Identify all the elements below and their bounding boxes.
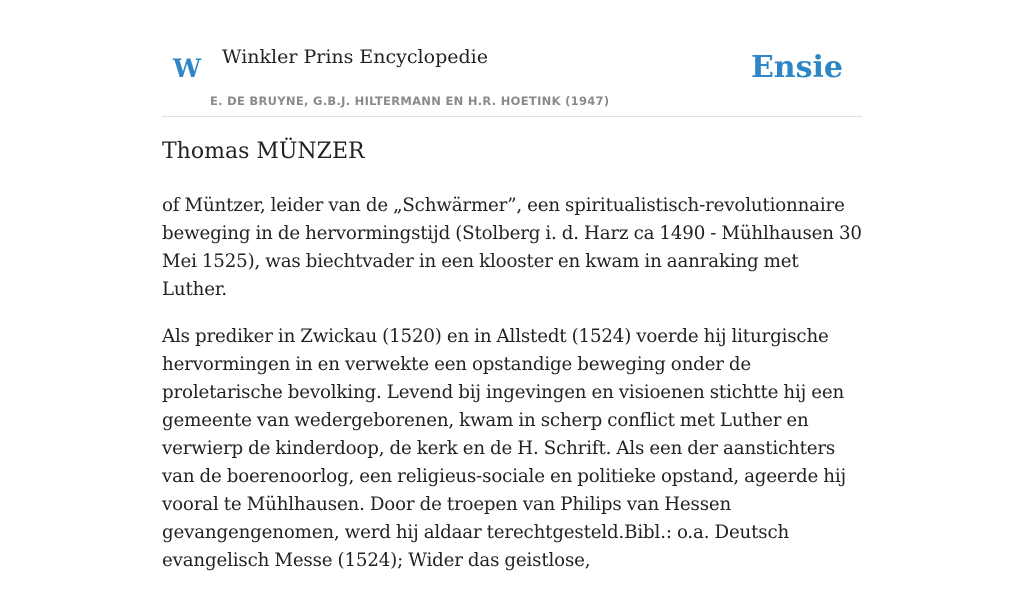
ensie-brand-link[interactable]: Ensie bbox=[750, 50, 843, 85]
publication-title[interactable]: Winkler Prins Encyclopedie bbox=[222, 46, 488, 68]
article-title: Thomas MÜNZER bbox=[162, 139, 365, 164]
site-header bbox=[162, 0, 862, 117]
article-body bbox=[162, 192, 862, 594]
article-paragraph: Als prediker in Zwickau (1520) en in Allstedt (1524) voerde hij liturgische hervormingen in en verwekte een opstandige beweging onder de proletarische bevolking. Levend bij ingevingen en visioenen stichtte hij een gemeente van wedergeborenen, kwam in scherp conflict met Luther en verwierp de kinderdoop, de kerk en de H. Schrift. Als een der aanstichters van de boerenoorlog, een religieus-sociale en politieke opstand, ageerde hij vooral te Mühlhausen. Door de troepen van Philips van Hessen gevangengenomen, werd hij aldaar terechtgesteld.Bibl.: o.a. Deutsch evangelisch Messe (1524); Wider das geistlose, bbox=[162, 326, 847, 571]
publication-authors: E. DE BRUYNE, G.B.J. HILTERMANN EN H.R. HOETINK (1947) bbox=[210, 94, 610, 108]
article-paragraph: of Müntzer, leider van de „Schwärmer”, een spiritualistisch-revolutionnaire beweging in de hervormingstijd (Stolberg i. d. Harz ca 1490 - Mühlhausen 30 Mei 1525), was biechtvader in een klooster en kwam in aanraking met Luther. bbox=[162, 195, 862, 300]
winkler-prins-logo-icon[interactable]: W bbox=[173, 54, 202, 83]
